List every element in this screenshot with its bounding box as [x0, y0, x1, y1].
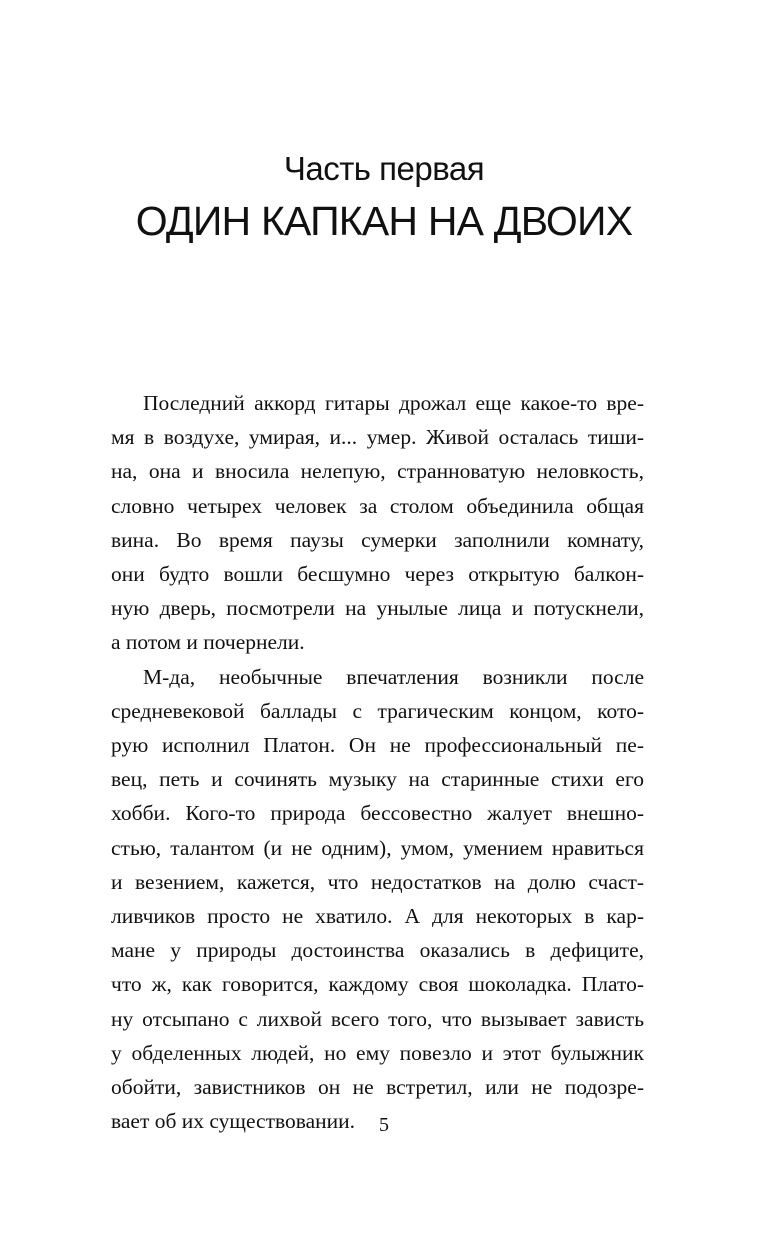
- part-title: ОДИН КАПКАН НА ДВОИХ: [135, 198, 633, 244]
- text-line: рую исполнил Платон. Он не профессиональный пе-: [111, 733, 644, 758]
- text-line: ную дверь, посмотрели на унылые лица и потускнели,: [111, 596, 644, 621]
- body-text: [111, 386, 644, 1138]
- text-line: у обделенных людей, но ему повезло и этот булыжник: [111, 1040, 644, 1065]
- text-line: обойти, завистников он не встретил, или не подозре-: [111, 1075, 644, 1100]
- text-line: на, она и вносила нелепую, странноватую неловкость,: [111, 459, 644, 484]
- paragraph: [111, 660, 644, 1139]
- text-line: вец, петь и сочинять музыку на старинные стихи его: [111, 767, 644, 792]
- page-number: 5: [379, 1114, 389, 1136]
- part-label: Часть первая: [283, 150, 485, 187]
- text-line: мане у природы достоинства оказались в дефиците,: [111, 938, 644, 963]
- text-line: М-да, необычные впечатления возникли после: [143, 664, 644, 689]
- text-line: Последний аккорд гитары дрожал еще какое-то вре-: [143, 391, 644, 415]
- text-line: они будто вошли бесшумно через открытую балкон-: [111, 562, 644, 587]
- text-line: мя в воздухе, умирая, и... умер. Живой осталась тиши-: [111, 425, 644, 450]
- text-line: средневековой баллады с трагическим концом, кото-: [111, 698, 644, 723]
- text-line: что ж, как говорится, каждому своя шоколадка. Плато-: [111, 972, 644, 997]
- text-line: ливчиков просто не хватило. А для некоторых в кар-: [111, 904, 644, 929]
- text-line: вает об их существовании.: [111, 1109, 356, 1134]
- text-line: ну отсыпано с лихвой всего того, что вызывает зависть: [111, 1006, 644, 1031]
- text-line: словно четырех человек за столом объединила общая: [111, 493, 644, 518]
- paragraph: [111, 386, 644, 660]
- text-line: хобби. Кого-то природа бессовестно жалует внешно-: [111, 801, 644, 826]
- text-line: вина. Во время паузы сумерки заполнили комнату,: [111, 527, 644, 552]
- text-line: стью, талантом (и не одним), умом, умением нравиться: [111, 835, 644, 860]
- text-line: и везением, кажется, что недостатков на долю счаст-: [111, 869, 644, 894]
- text-line: а потом и почернели.: [111, 630, 305, 655]
